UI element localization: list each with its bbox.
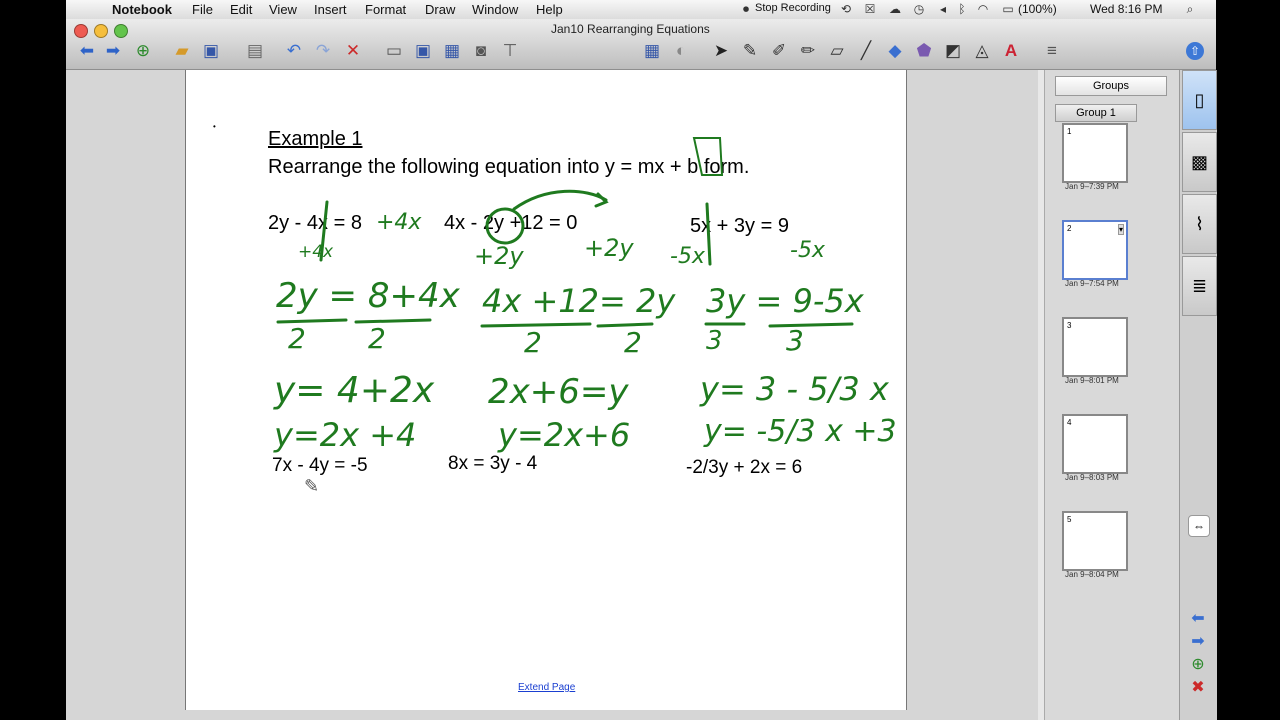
ink-c2-circle [487, 209, 523, 243]
select-arrow-icon[interactable]: ➤ [713, 41, 729, 60]
ink-c1-cancel-stroke [321, 202, 327, 260]
previous-page-icon[interactable]: ⬅ [1191, 610, 1205, 627]
equation-1[interactable]: 2y - 4x = 8 [268, 212, 362, 234]
zoom-window-button[interactable] [114, 24, 128, 38]
canvas-area[interactable] [66, 70, 1038, 720]
add-page-icon[interactable]: ⊕ [135, 41, 151, 60]
instruction-text[interactable]: Rearrange the following equation into y = mx + b form. [268, 156, 750, 178]
line-tool-icon[interactable]: ╱ [860, 41, 872, 60]
creative-pen-icon[interactable]: ✐ [771, 41, 787, 60]
ink-c3-minus5x-right[interactable]: -5x [790, 238, 825, 263]
record-icon: ⏺ [742, 2, 749, 16]
ink-c3-line3[interactable]: y= 3 - 5/3 x [700, 370, 889, 408]
magic-pen-icon[interactable]: ⬟ [916, 41, 932, 60]
thumbnail-number: 2 [1067, 224, 1072, 233]
ink-c1-denominator-right[interactable]: 2 [368, 322, 386, 355]
ink-c2-plus2y-left[interactable]: +2y [474, 242, 524, 270]
ink-strokes-layer [186, 70, 906, 710]
notebook-page[interactable] [185, 70, 907, 710]
equation-2[interactable]: 4x - 2y +12 = 0 [444, 212, 578, 234]
stray-dot: • [213, 122, 216, 131]
gallery-tab-icon[interactable]: ▩ [1182, 132, 1217, 192]
text-tool-icon[interactable]: A [1004, 41, 1018, 60]
ink-c3-cancel-stroke [707, 204, 710, 264]
thumbnail-menu-icon[interactable]: ▾ [1118, 225, 1123, 234]
add-page-side-icon[interactable]: ⊕ [1191, 656, 1205, 673]
thumbnail-date: Jan 9–7:54 PM [1065, 279, 1119, 288]
close-window-button[interactable] [74, 24, 88, 38]
bluetooth-icon[interactable]: ᛒ [958, 2, 966, 16]
ink-c1-line4[interactable]: y=2x +4 [274, 416, 417, 454]
title-bar [66, 19, 1216, 70]
measurement-tools-icon[interactable]: ◐ [675, 41, 687, 60]
x-box-icon[interactable]: ☒ [864, 2, 876, 16]
menu-insert[interactable]: Insert [314, 2, 347, 17]
equation-6[interactable]: -2/3y + 2x = 6 [686, 457, 803, 478]
page-thumbnail-4[interactable] [1062, 414, 1128, 474]
ink-c1-fraction-bar-left [278, 320, 346, 322]
menu-window[interactable]: Window [472, 2, 519, 17]
side-tabs [1179, 70, 1217, 720]
save-icon[interactable]: ▣ [202, 41, 220, 60]
full-screen-icon[interactable]: ▣ [414, 41, 432, 60]
page-sorter-sidebar [1044, 70, 1179, 720]
wifi-icon[interactable]: ◠ [977, 2, 989, 16]
thumbnail-date: Jan 9–8:04 PM [1065, 570, 1119, 579]
menu-help[interactable]: Help [536, 2, 563, 17]
cloud-icon[interactable]: ☁ [889, 2, 901, 16]
ink-m-box [694, 138, 722, 175]
table-icon[interactable]: ▦ [643, 41, 661, 60]
properties-tab-icon[interactable]: ≣ [1182, 256, 1217, 316]
stop-recording-button[interactable]: Stop Recording [755, 2, 831, 14]
delete-page-icon[interactable]: ✖ [1191, 679, 1205, 696]
ink-c1-fraction-numerator[interactable]: 2y = 8+4x [276, 276, 460, 316]
ink-c2-fraction-numerator[interactable]: 4x +12= 2y [482, 282, 676, 320]
clock[interactable]: Wed 8:16 PM [1090, 2, 1163, 16]
equation-3[interactable]: 5x + 3y = 9 [690, 215, 789, 237]
thumbnail-number: 3 [1067, 321, 1072, 330]
toolbar-toggle-icon[interactable]: ⇧ [1186, 42, 1204, 60]
menu-file[interactable]: File [192, 2, 213, 17]
volume-icon[interactable]: ◂ [939, 2, 947, 16]
page-sorter-tab-icon[interactable]: ▯ [1182, 70, 1217, 130]
menu-draw[interactable]: Draw [425, 2, 456, 17]
example-heading[interactable]: Example 1 [268, 128, 363, 150]
ink-c1-fraction-bar-right [356, 320, 430, 322]
display-icon[interactable]: ▦ [443, 41, 461, 60]
ink-c2-denominator-right[interactable]: 2 [624, 326, 642, 359]
time-machine-icon[interactable]: ◷ [913, 2, 925, 16]
text-color-icon[interactable]: ◬ [975, 41, 989, 60]
document-camera-icon[interactable]: ⊤ [502, 41, 518, 60]
ink-c2-fraction-bar-right [598, 324, 652, 326]
undo-icon[interactable]: ↶ [286, 41, 302, 60]
ink-c3-line4[interactable]: y= -5/3 x +3 [704, 414, 897, 449]
move-sidebar-icon[interactable]: ⇔ [1188, 515, 1210, 537]
forward-arrow-icon[interactable]: ➡ [105, 41, 121, 60]
battery-icon[interactable]: ▭ [1002, 2, 1014, 16]
back-arrow-icon[interactable]: ⬅ [79, 41, 95, 60]
redo-icon[interactable]: ↷ [315, 41, 331, 60]
ink-c3-fraction-numerator[interactable]: 3y = 9-5x [706, 282, 864, 320]
ink-c2-fraction-bar-left [482, 324, 590, 326]
spotlight-search-icon[interactable]: ⌕ [1186, 2, 1194, 16]
pen-cursor-icon: ✎ [304, 476, 320, 496]
ink-c2-plus2y-right[interactable]: +2y [584, 234, 634, 262]
extend-page-link[interactable]: Extend Page [518, 682, 576, 693]
fill-icon[interactable]: ◩ [944, 41, 962, 60]
ink-c2-denominator-left[interactable]: 2 [524, 326, 542, 359]
ink-c2-arrow-arc [514, 191, 606, 209]
highlighter-icon[interactable]: ✏ [800, 41, 816, 60]
open-folder-icon[interactable]: ▰ [175, 41, 189, 60]
thumbnail-date: Jan 9–7:39 PM [1065, 182, 1119, 191]
minimize-window-button[interactable] [94, 24, 108, 38]
menu-bar [66, 0, 1216, 20]
thumbnail-number: 4 [1067, 418, 1072, 427]
ink-c2-line4[interactable]: y=2x+6 [498, 416, 631, 454]
page-thumbnail-2[interactable] [1062, 220, 1128, 280]
ink-c2-line3[interactable]: 2x+6=y [488, 372, 629, 412]
equation-4[interactable]: 7x - 4y = -5 [272, 455, 368, 476]
groups-button[interactable]: Groups [1055, 76, 1167, 96]
ink-c3-denominator-right[interactable]: 3 [786, 324, 804, 357]
ink-c3-minus5x-left[interactable]: -5x [670, 244, 705, 269]
menu-format[interactable]: Format [365, 2, 407, 17]
camera-icon[interactable]: ◙ [475, 41, 487, 60]
menu-edit[interactable]: Edit [230, 2, 253, 17]
equation-5[interactable]: 8x = 3y - 4 [448, 453, 538, 474]
ink-c1-line3[interactable]: y= 4+2x [274, 370, 435, 411]
page-thumbnail-5[interactable] [1062, 511, 1128, 571]
group-1-tab[interactable]: Group 1 [1055, 104, 1137, 122]
notebook-window [66, 19, 1216, 720]
shapes-icon[interactable]: ◆ [888, 41, 902, 60]
thumbnail-number: 5 [1067, 515, 1072, 524]
thumbnail-number: 1 [1067, 127, 1072, 136]
delete-icon[interactable]: ✕ [345, 41, 361, 60]
window-title: Jan10 Rearranging Equations [551, 22, 710, 36]
menu-view[interactable]: View [269, 2, 297, 17]
ink-c1-plus4x[interactable]: +4x [376, 210, 422, 235]
page-thumbnail-1[interactable] [1062, 123, 1128, 183]
sync-icon[interactable]: ⟲ [840, 2, 852, 16]
ink-c3-fraction-bar-right [770, 324, 852, 326]
battery-percent: (100%) [1018, 2, 1057, 16]
attachments-tab-icon[interactable]: ⌇ [1182, 194, 1217, 254]
paste-icon[interactable]: ▤ [246, 41, 264, 60]
menu-app-notebook[interactable]: Notebook [112, 2, 172, 17]
thumbnail-date: Jan 9–8:03 PM [1065, 473, 1119, 482]
properties-icon[interactable]: ≡ [1047, 41, 1057, 60]
thumbnail-date: Jan 9–8:01 PM [1065, 376, 1119, 385]
page-thumbnail-3[interactable] [1062, 317, 1128, 377]
next-page-icon[interactable]: ➡ [1191, 633, 1205, 650]
eraser-icon[interactable]: ▱ [830, 41, 844, 60]
ink-c1-plus4x-below[interactable]: +4x [298, 242, 334, 262]
ink-c1-denominator-left[interactable]: 2 [288, 322, 306, 355]
pen-icon[interactable]: ✎ [742, 41, 758, 60]
screen-shade-icon[interactable]: ▭ [385, 41, 403, 60]
ink-c3-denominator-left[interactable]: 3 [706, 326, 723, 356]
